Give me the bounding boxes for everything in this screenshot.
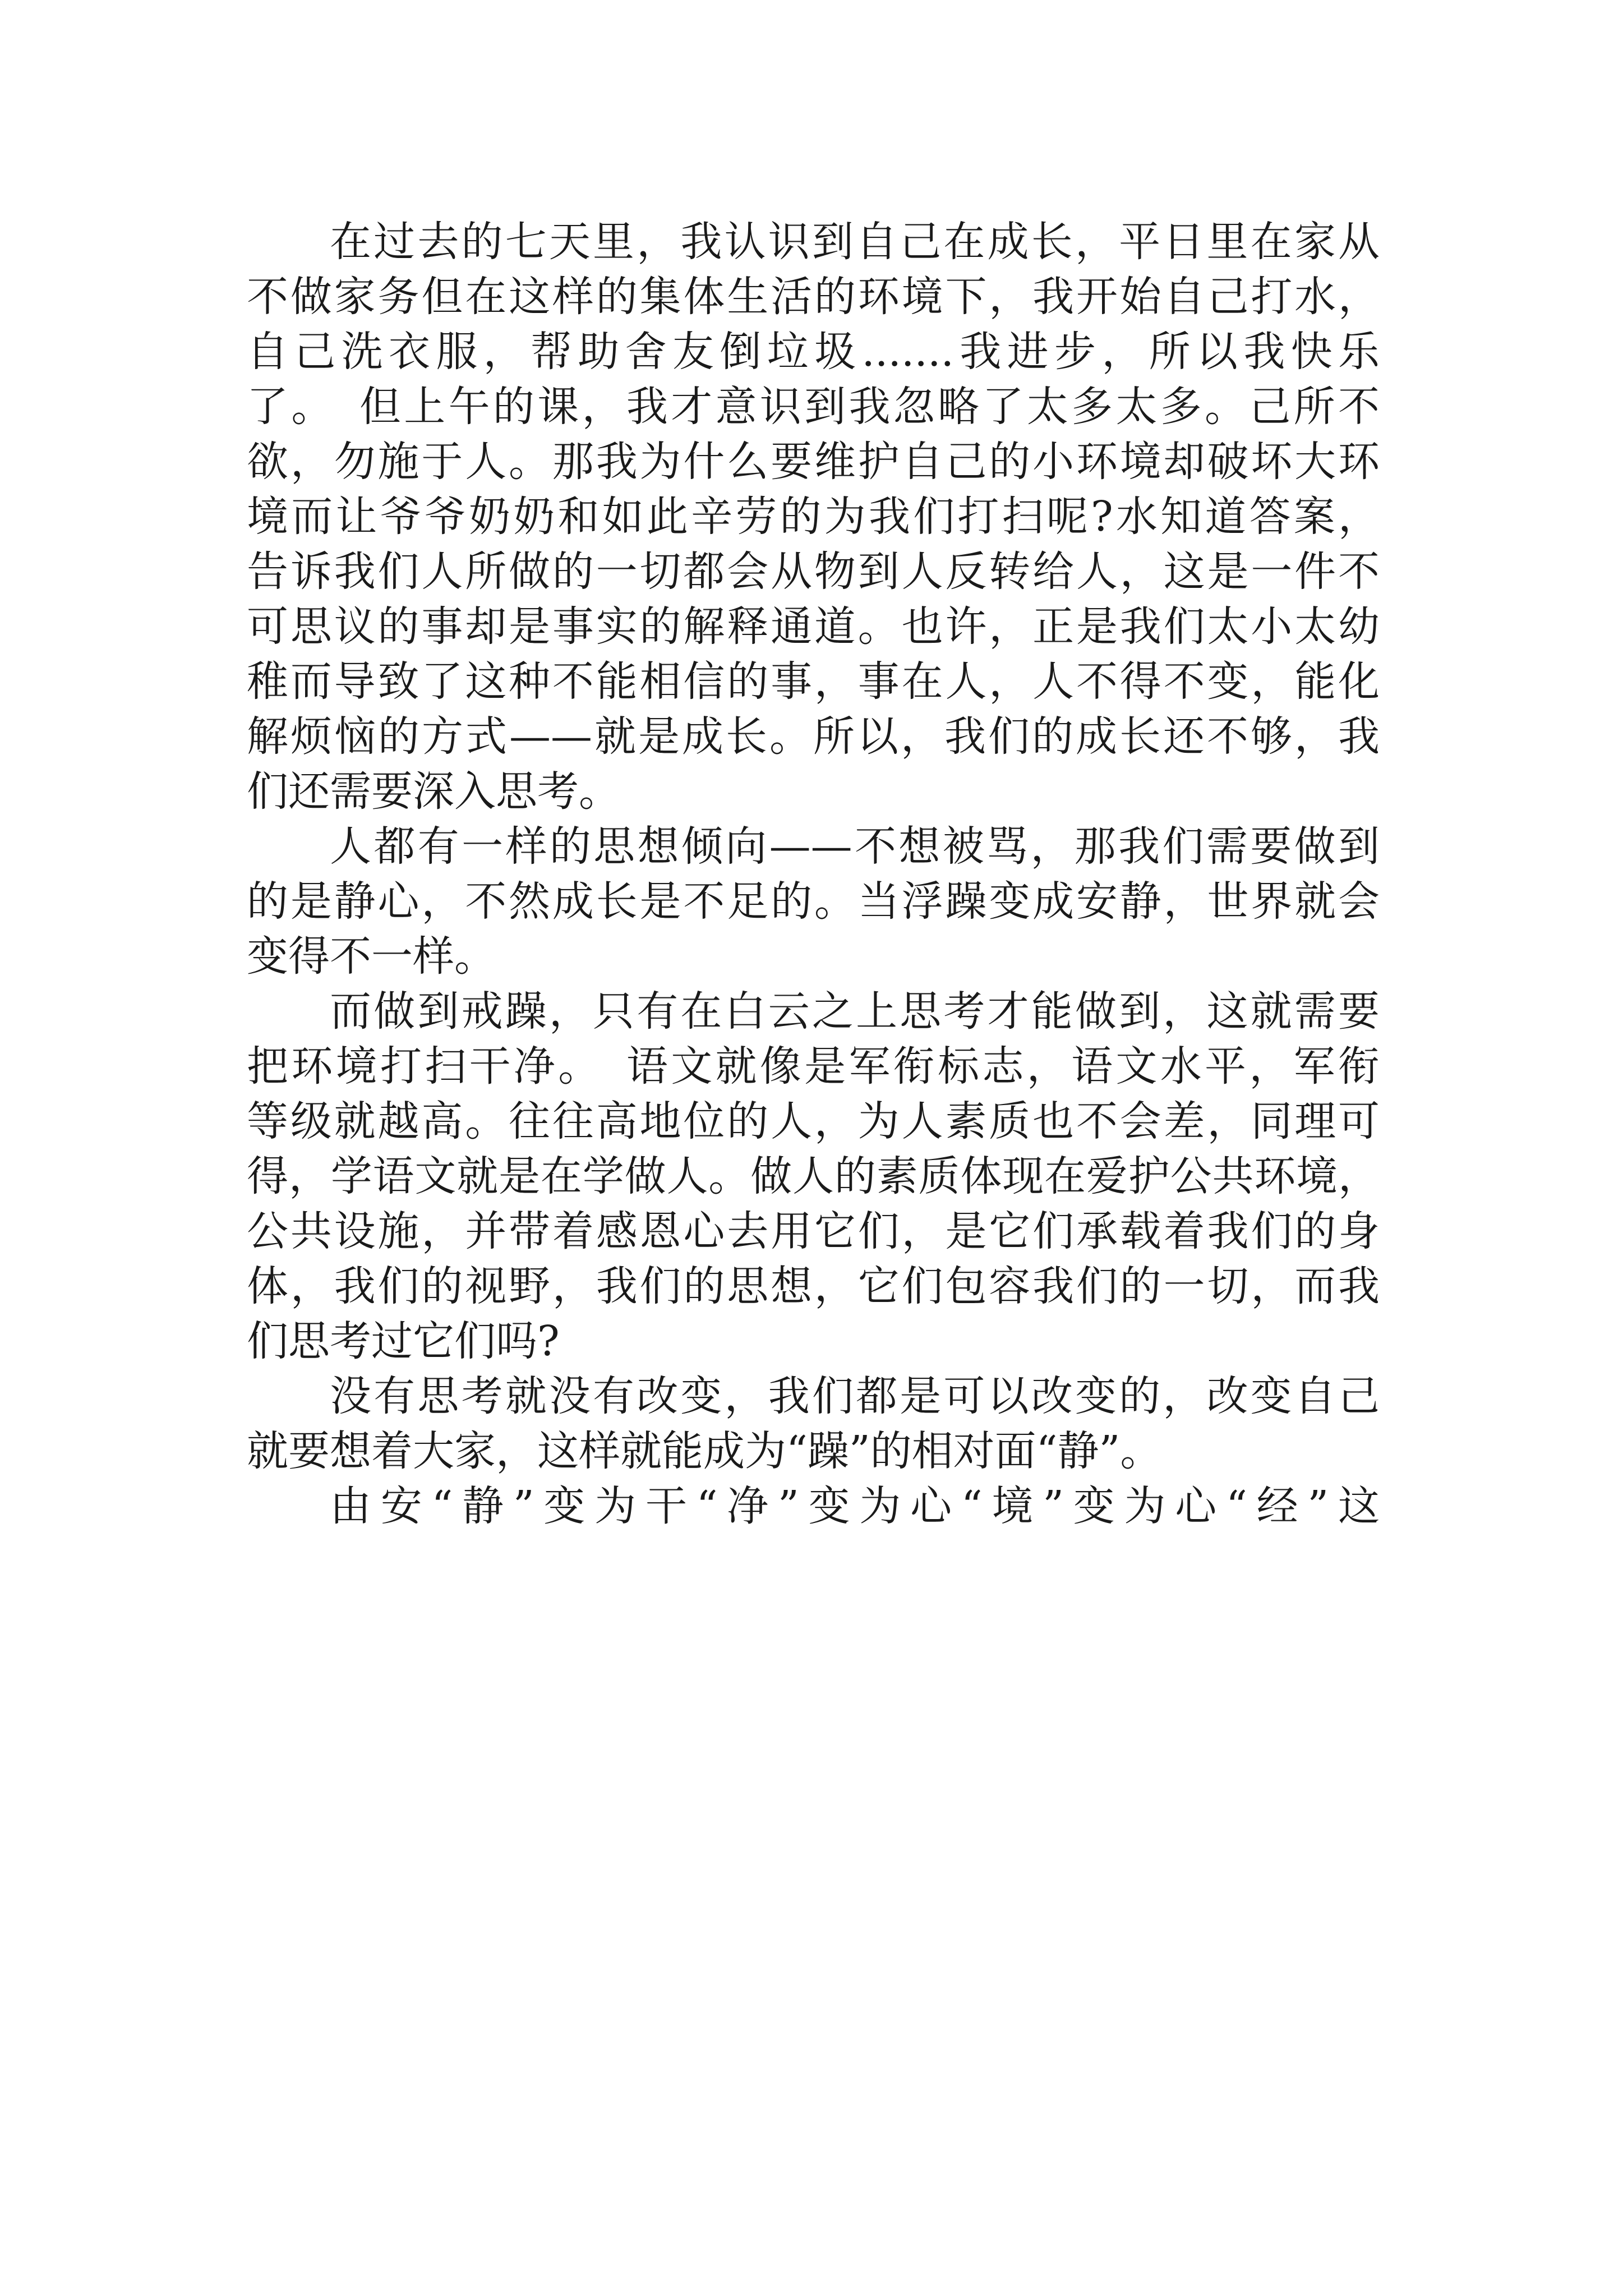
text-line: 境而让爷爷奶奶和如此辛劳的为我们打扫呢?水知道答案， xyxy=(247,493,1380,541)
text-line: 得，学语文就是在学做人。做人的素质体现在爱护公共环境， xyxy=(247,1152,1380,1200)
text-line: 们还需要深入思考。 xyxy=(247,767,620,816)
text-line: 在过去的七天里，我认识到自己在成长，平日里在家从 xyxy=(330,218,1380,266)
body-text xyxy=(247,214,1380,1534)
text-line: 而做到戒躁，只有在白云之上思考才能做到，这就需要 xyxy=(330,987,1380,1036)
text-line: 了。 但上午的课，我才意识到我忽略了太多太多。己所不 xyxy=(247,383,1380,431)
text-line: 自己洗衣服，帮助舍友倒垃圾.......我进步，所以我快乐 xyxy=(247,328,1380,376)
text-line: 等级就越高。往往高地位的人，为人素质也不会差，同理可 xyxy=(247,1097,1380,1145)
text-line: 可思议的事却是事实的解释通道。也许，正是我们太小太幼 xyxy=(247,602,1380,651)
text-line: 的是静心，不然成长是不足的。当浮躁变成安静，世界就会 xyxy=(247,877,1380,926)
text-line: 由安“静”变为干“净”变为心“境”变为心“经”这 xyxy=(330,1482,1380,1530)
text-line: 就要想着大家，这样就能成为“躁”的相对面“静”。 xyxy=(247,1427,1162,1475)
text-line: 欲，勿施于人。那我为什么要维护自己的小环境却破坏大环 xyxy=(247,438,1380,486)
text-line: 变得不一样。 xyxy=(247,932,496,981)
text-line: 稚而导致了这种不能相信的事，事在人，人不得不变，能化 xyxy=(247,657,1380,706)
text-line: 解烦恼的方式——就是成长。所以，我们的成长还不够，我 xyxy=(247,712,1380,761)
text-line: 体，我们的视野，我们的思想，它们包容我们的一切，而我 xyxy=(247,1262,1380,1310)
text-line: 没有思考就没有改变，我们都是可以改变的，改变自己 xyxy=(330,1372,1380,1420)
text-line: 告诉我们人所做的一切都会从物到人反转给人，这是一件不 xyxy=(247,547,1380,596)
text-line: 们思考过它们吗? xyxy=(247,1317,560,1365)
text-line: 把环境打扫干净。 语文就像是军衔标志，语文水平，军衔 xyxy=(247,1042,1380,1091)
text-line: 公共设施，并带着感恩心去用它们，是它们承载着我们的身 xyxy=(247,1207,1380,1255)
text-line: 人都有一样的思想倾向——不想被骂，那我们需要做到 xyxy=(330,822,1380,871)
text-line: 不做家务但在这样的集体生活的环境下，我开始自己打水， xyxy=(247,273,1380,321)
